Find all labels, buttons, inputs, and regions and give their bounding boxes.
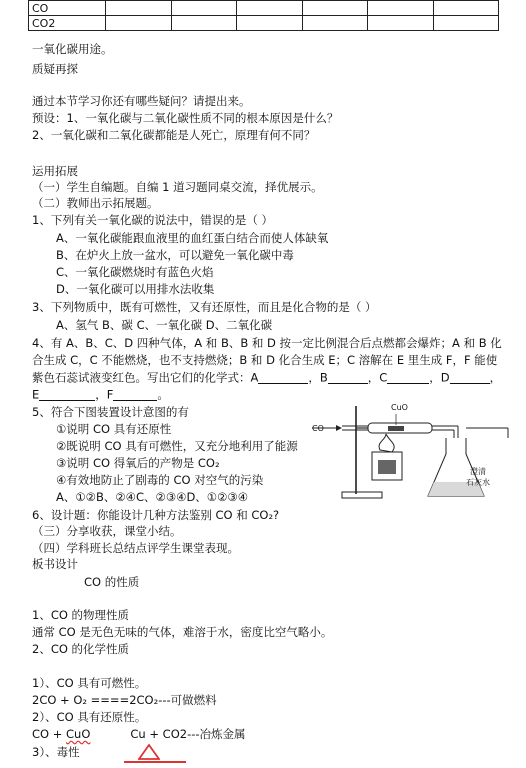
table-cell <box>302 1 368 16</box>
text-line: 2）、CO 具有还原性。 <box>32 710 147 724</box>
table-cell <box>106 16 172 31</box>
question-4: 4、有 A、B、C、D 四种气体，A 和 B、B 和 D 按一定比例混合后点燃都会爆炸；A 和 B 化 <box>32 336 502 350</box>
apparatus-diagram <box>308 398 520 504</box>
table-cell <box>368 1 434 16</box>
table-row <box>29 16 499 31</box>
comparison-table <box>28 0 499 31</box>
text-fragment: ， <box>489 370 502 385</box>
text-fragment: Cu + CO2---冶炼金属 <box>130 727 246 741</box>
section-heading: 质疑再探 <box>32 62 78 76</box>
table-cell <box>433 16 499 31</box>
text-line: 2、一氧化碳和二氧化碳都能是人死亡，原理有何不同？ <box>32 128 316 142</box>
text-line: 一氧化碳用途。 <box>32 42 113 56</box>
table-cell <box>237 16 303 31</box>
text-line: （二）教师出示拓展题。 <box>32 196 159 210</box>
text-line: 3）、毒性 <box>32 745 80 759</box>
table-cell <box>106 1 172 16</box>
text-line: （三）分享收获，课堂小结。 <box>32 524 182 538</box>
statement-2: ②既说明 CO 具有可燃性，又充分地利用了能源 <box>56 439 298 453</box>
question-5: 5、符合下图装置设计意图的有 <box>32 405 189 419</box>
text-fragment: 。 <box>157 387 169 402</box>
co-label: CO <box>312 424 324 433</box>
question-6: 6、设计题：你能设计几种方法鉴别 CO 和 CO₂? <box>32 508 280 522</box>
table-cell <box>171 16 237 31</box>
text-fragment: ，C <box>367 370 388 385</box>
limewater-label: 澄清 <box>470 467 486 476</box>
text-fragment: ，D <box>429 370 450 385</box>
question-3: 3、下列物质中，既有可燃性，又有还原性，而且是化合物的是（ ） <box>32 300 377 314</box>
equation: 2CO + O₂ ====2CO₂---可做燃料 <box>32 693 217 707</box>
answer-line <box>32 372 501 384</box>
section-heading: 板书设计 <box>32 557 78 571</box>
answer-blank[interactable] <box>328 372 368 384</box>
text-fragment: 紫色石蕊试液变红色。写出它们的化学式：A <box>32 370 259 385</box>
text-fragment: ，F <box>95 387 114 402</box>
equation <box>32 729 246 741</box>
answer-blank[interactable] <box>387 372 429 384</box>
heat-triangle-icon <box>138 744 160 760</box>
answer-blank[interactable] <box>39 389 95 401</box>
table-cell <box>302 16 368 31</box>
option-a: A、一氧化碳能跟血液里的血红蛋白结合而使人体缺氧 <box>56 231 329 245</box>
text-fragment: CuO <box>66 727 91 741</box>
text-line: 合生成 C，C 不能燃烧，也不支持燃烧；B 和 D 化合生成 E；C 溶解在 E 里生成 F，F 能使 <box>32 353 498 367</box>
question-3-options: A、氢气 B、碳 C、一氧化碳 D、二氧化碳 <box>56 318 273 332</box>
answer-blank[interactable] <box>258 372 308 384</box>
table-cell <box>237 1 303 16</box>
text-line: 预设：1、一氧化碳与二氧化碳性质不同的根本原因是什么？ <box>32 111 339 125</box>
statement-1: ①说明 CO 具有还原性 <box>56 422 172 436</box>
table-cell <box>368 16 434 31</box>
text-fragment: E <box>32 387 40 402</box>
table-cell: CO <box>29 1 106 16</box>
text-line: 1）、CO 具有可燃性。 <box>32 676 147 690</box>
statement-3: ③说明 CO 得氧后的产物是 CO₂ <box>56 456 220 470</box>
limewater-label: 石灰水 <box>466 478 490 487</box>
text-line: 通常 CO 是无色无味的气体，难溶于水，密度比空气略小。 <box>32 625 333 639</box>
cuo-label: CuO <box>391 403 408 412</box>
section-heading: 运用拓展 <box>32 164 78 178</box>
answer-line <box>32 389 169 401</box>
question-5-options: A、①②B、②④C、②③④D、①②③④ <box>56 490 249 504</box>
text-fragment: CO + <box>32 727 67 741</box>
answer-blank[interactable] <box>450 372 490 384</box>
text-line: 通过本节学习你还有哪些疑问？请提出来。 <box>32 94 251 108</box>
board-title: CO 的性质 <box>84 575 140 589</box>
text-line: 2、CO 的化学性质 <box>32 642 130 656</box>
answer-blank[interactable] <box>113 389 157 401</box>
table-cell <box>433 1 499 16</box>
option-b: B、在炉火上放一盆水，可以避免一氧化碳中毒 <box>56 248 294 262</box>
question-1: 1、下列有关一氧化碳的说法中，错误的是（ ） <box>32 213 273 227</box>
text-line: （四）学科班长总结点评学生课堂表现。 <box>32 541 239 555</box>
text-fragment: ，B <box>308 370 328 385</box>
statement-4: ④有效地防止了剧毒的 CO 对空气的污染 <box>56 473 264 487</box>
option-d: D、一氧化碳可以用排水法收集 <box>56 282 215 296</box>
text-line: （一）学生自编题。自编 1 道习题同桌交流，择优展示。 <box>32 180 323 194</box>
table-cell <box>171 1 237 16</box>
option-c: C、一氧化碳燃烧时有蓝色火焰 <box>56 265 214 279</box>
text-line: 1、CO 的物理性质 <box>32 608 130 622</box>
table-cell: CO2 <box>29 16 106 31</box>
table-row <box>29 1 499 16</box>
red-underline <box>124 761 186 763</box>
